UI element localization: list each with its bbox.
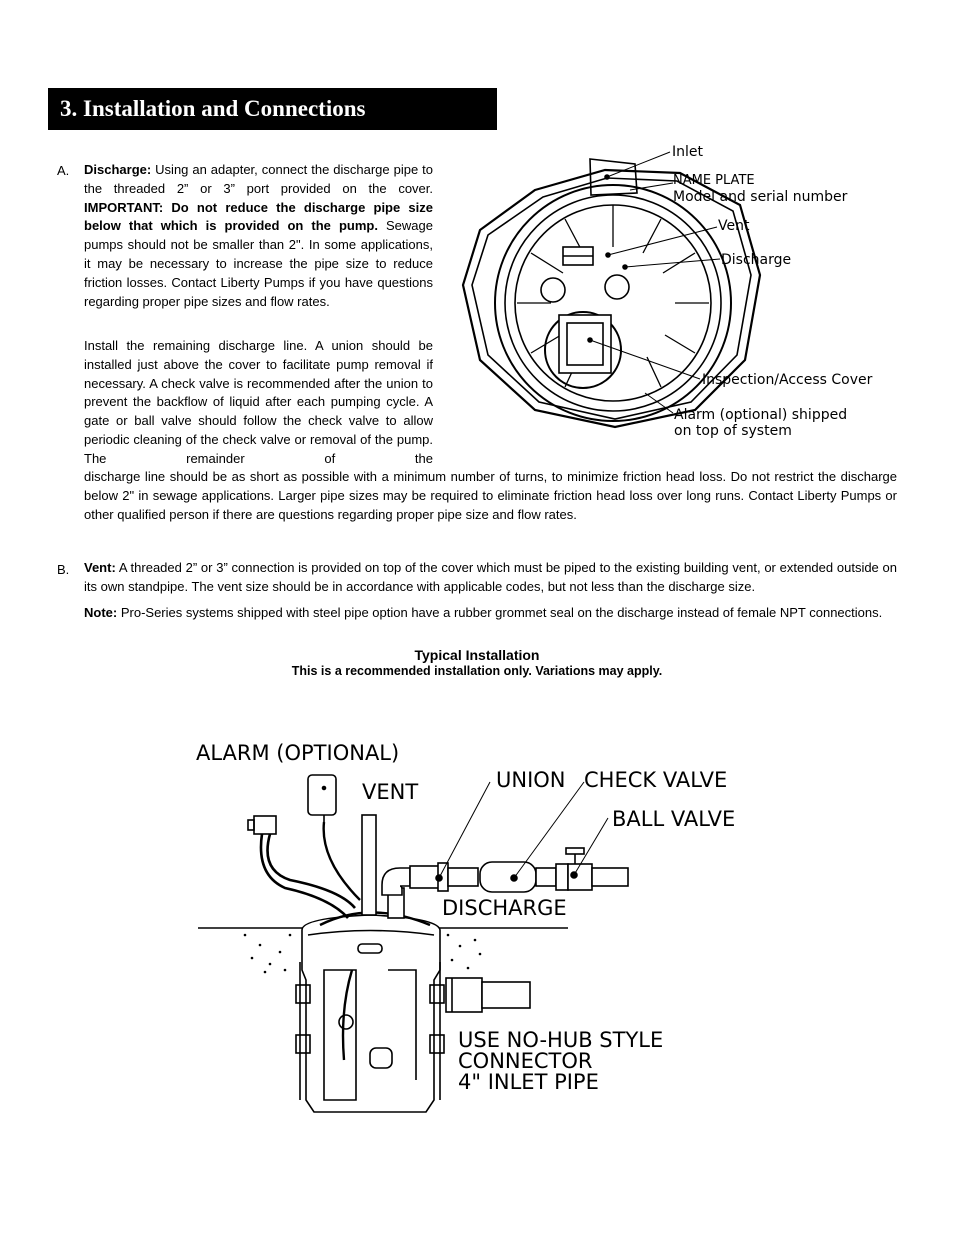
discharge-paragraph-1	[84, 161, 433, 311]
installation-labels	[196, 741, 735, 1094]
section-title-bar	[48, 88, 497, 130]
note-heading: Note:	[84, 605, 118, 620]
label-inlet-line-1: USE NO-HUB STYLE	[458, 1028, 664, 1052]
note-text: Pro-Series systems shipped with steel pipe option have a rubber grommet seal on the discharge instead of female NPT connections.	[120, 605, 883, 620]
discharge-text-b: Sewage pumps should not be smaller than 2". In some applications, it may be necessary to increase the pipe size to reduce friction losses. Contact Liberty Pumps if you have questions regarding proper pipe sizes and flow rates.	[84, 218, 433, 309]
discharge-paragraph-2-narrow: Install the remaining discharge line. A union should be installed just above the cover to facilitate pump removal if necessary. A check valve is recommended after the union to prevent the backflow of liquid after each pumping cycle. A gate or ball valve should follow the check valve to allow periodic cleaning of the check valve or removal of the pump. The remainder of the	[84, 338, 433, 466]
item-letter-b: B.	[57, 562, 70, 577]
label-alarm-2: on top of system	[674, 423, 792, 439]
label-nameplate-2: Model and serial number	[673, 189, 848, 205]
label-discharge: Discharge	[721, 252, 792, 268]
discharge-important: IMPORTANT: Do not reduce the discharge pipe size below that which is provided on the pump.	[84, 199, 433, 234]
figure-title: Typical Installation	[414, 647, 540, 663]
label-nameplate-1: NAME PLATE	[673, 173, 755, 188]
label-ball-valve: BALL VALVE	[612, 807, 736, 831]
discharge-text-a: Using an adapter, connect the discharge pipe to the threaded 2” or 3” port provided on the cover.	[84, 162, 433, 196]
label-discharge-pipe: DISCHARGE	[442, 896, 567, 920]
label-inlet-line-3: 4" INLET PIPE	[458, 1070, 599, 1094]
label-vent: Vent	[718, 218, 750, 234]
vent-heading: Vent:	[84, 560, 116, 575]
cover-top-view-diagram	[455, 135, 905, 445]
label-inlet: Inlet	[672, 144, 703, 160]
typical-installation-diagram	[190, 730, 750, 1130]
label-alarm-optional: ALARM (OPTIONAL)	[196, 741, 400, 765]
figure-subtitle: This is a recommended installation only. Variations may apply.	[291, 664, 663, 678]
label-check-valve: CHECK VALVE	[584, 768, 728, 792]
vent-text: A threaded 2” or 3” connection is provided on top of the cover which must be piped to the existing building vent, or extended outside on its own standpipe. The vent size should be in accordance with applicable codes, but not less than the discharge size.	[84, 560, 897, 594]
label-inspection-cover: Inspection/Access Cover	[702, 372, 873, 388]
vent-paragraph	[84, 559, 897, 597]
item-letter-a: A.	[57, 163, 70, 178]
label-alarm-1: Alarm (optional) shipped	[674, 407, 848, 423]
section-title: 3. Installation and Connections	[60, 96, 366, 121]
label-union: UNION	[496, 768, 566, 792]
cover-labels	[672, 144, 873, 439]
label-vent-pipe: VENT	[362, 780, 419, 804]
note-paragraph	[84, 604, 897, 623]
discharge-heading: Discharge:	[84, 162, 152, 177]
label-inlet-line-2: CONNECTOR	[458, 1049, 593, 1073]
discharge-paragraph-2-wide: discharge line should be as short as possible with a minimum number of turns, to minimize friction head loss. Do not restrict the discharge below 2" in sewage applications. Larger pipe sizes may be required to eliminate friction head loss over long runs. Contact Liberty Pumps or other qualified person if there are questions regarding proper pipe size and flow rates.	[84, 469, 897, 522]
